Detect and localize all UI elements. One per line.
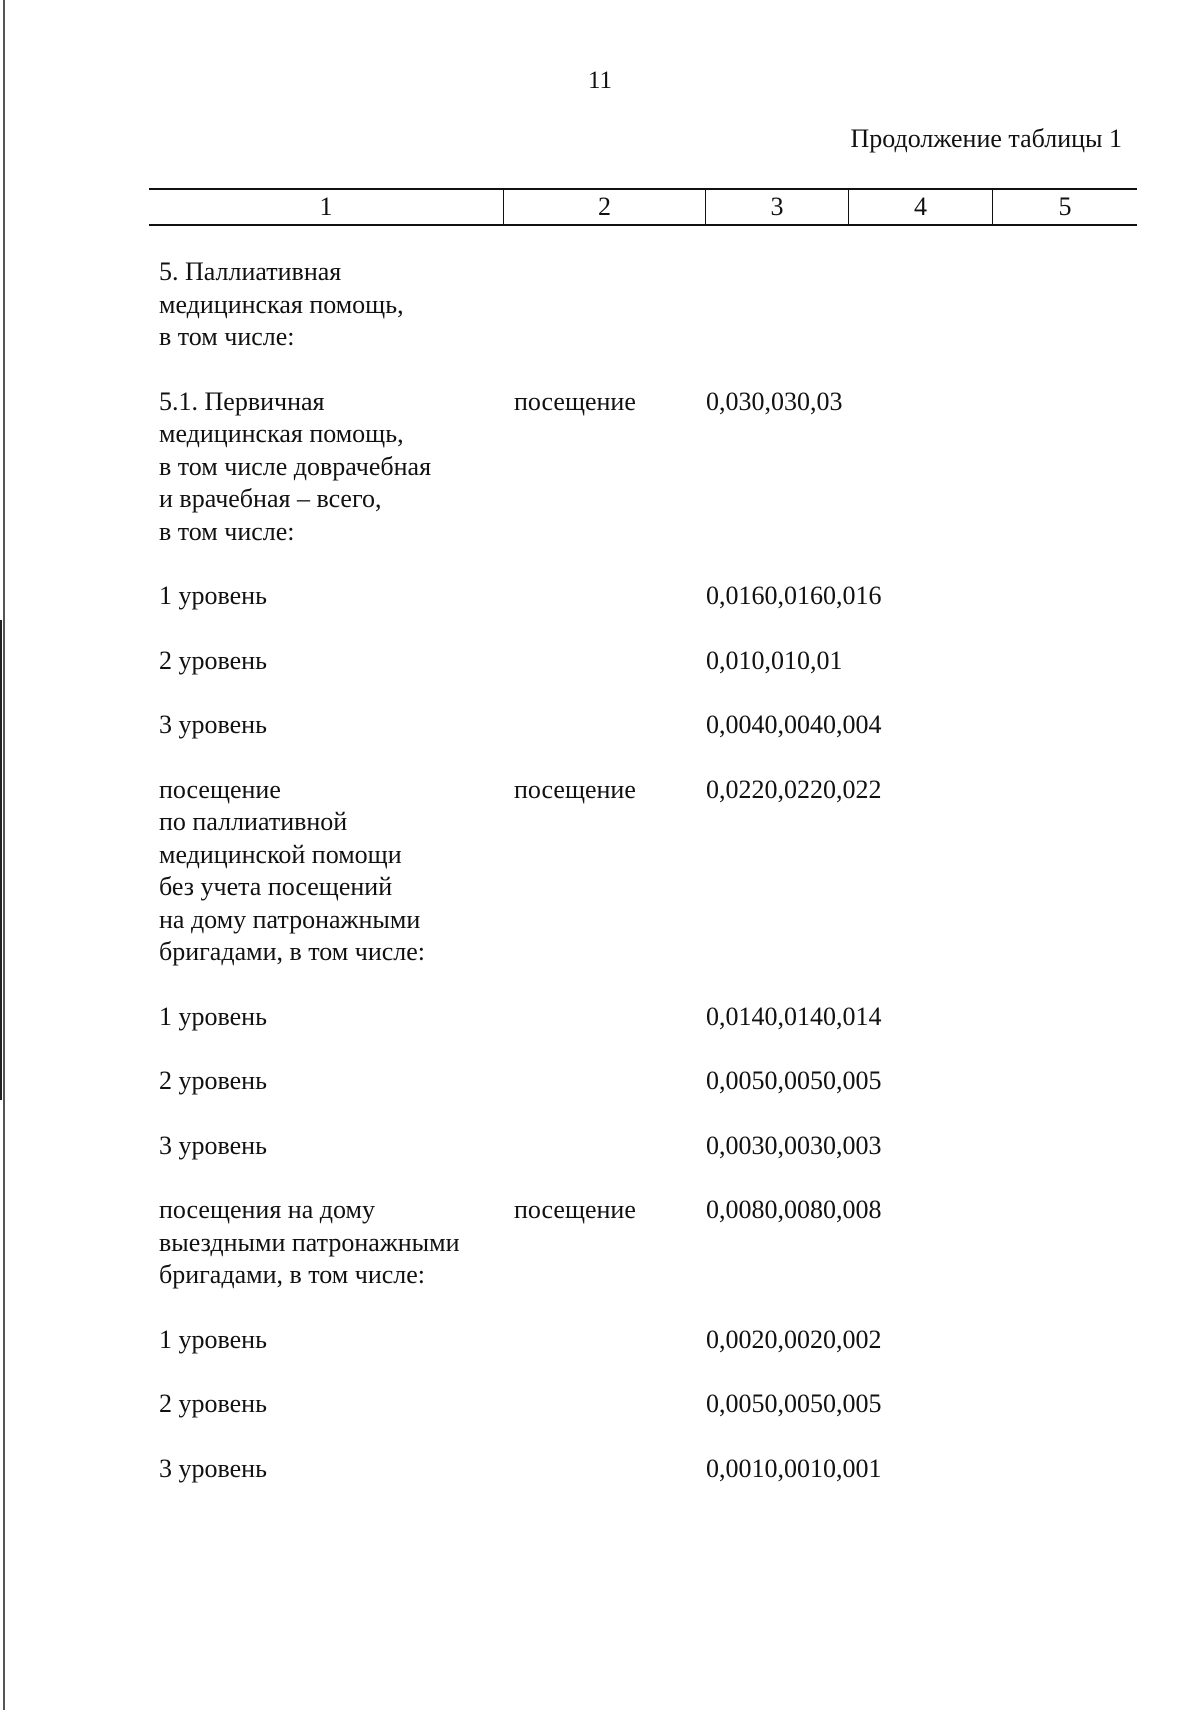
row-unit-cell: посещение [514,774,636,804]
row-label-cell: 2 уровень [159,1389,267,1418]
row-value-col5: 0,003 [823,1130,882,1160]
row-label-cell: 3 уровень [159,1453,267,1483]
table-row [149,645,1137,678]
page-number: 11 [587,67,613,94]
table-row [149,1001,1137,1034]
row-value-col3: 0,002 [706,1324,765,1354]
row-value-col3: 0,001 [706,1453,765,1483]
row-value-col4: 0,016 [764,581,823,610]
row-label-cell: посещение по паллиативной медицинской помощи без учета посещений на дому патронажными бригадами, в том числе: [159,774,426,966]
row-value-col5: 0,022 [823,774,882,804]
row-value-col4: 0,01 [751,645,797,675]
table-row [149,1194,1137,1292]
row-value-col4: 0,022 [764,774,823,804]
row-value-col3: 0,008 [706,1195,765,1224]
header-cell-1: 1 [149,190,504,224]
header-cell-2: 2 [504,190,706,224]
row-value-col3: 0,003 [706,1130,765,1160]
row-value-col5: 0,014 [823,1001,882,1031]
header-cell-3: 3 [706,190,849,224]
row-value-col4: 0,005 [764,1066,823,1095]
table-header-row [149,188,1137,226]
row-unit-cell: посещение [514,386,636,416]
row-label-cell: 5. Паллиативная медицинская помощь, в том числе: [159,257,404,351]
row-unit-cell: посещение [514,1195,636,1224]
row-unit-cell [504,1130,706,1163]
header-cell-5: 5 [1058,192,1072,221]
table-row [149,1130,1137,1163]
row-value-col3: 0,014 [706,1001,765,1031]
row-label-cell: 3 уровень [159,710,267,739]
row-value-col4: 0,004 [764,710,823,739]
scan-edge-line [3,0,5,1710]
table-row [149,1388,1137,1421]
table-continuation-label: Продолжение таблицы 1 [850,124,1122,153]
row-unit-cell [504,645,706,678]
row-value-col4: 0,001 [764,1453,823,1483]
row-label-cell: 1 уровень [159,581,267,610]
table-row [149,774,1137,969]
row-unit-cell [504,580,706,613]
row-value-col3: 0,005 [706,1066,765,1095]
row-value-col4: 0,005 [764,1389,823,1418]
row-value-col5: 0,005 [823,1389,882,1418]
row-unit-cell [504,1065,706,1098]
row-value-col5: 0,008 [823,1195,882,1224]
row-value-col5: 0,016 [823,581,882,610]
row-value-col4: 0,03 [751,386,797,416]
scan-edge-line [0,620,2,1100]
row-value-col3: 0,016 [706,581,765,610]
table-row [149,386,1137,549]
row-unit-cell [504,709,706,742]
table-row [149,1324,1137,1357]
table-row [149,580,1137,613]
row-value-col4: 0,003 [764,1130,823,1160]
row-value-col4: 0,008 [764,1195,823,1224]
table-body [149,226,1137,1485]
row-unit-cell [504,1001,706,1034]
table-row [149,1453,1137,1486]
row-label-cell: 1 уровень [159,1001,267,1031]
row-label-cell: 2 уровень [159,645,267,675]
row-unit-cell [504,256,706,354]
row-unit-cell [504,1453,706,1486]
row-value-col5: 0,002 [823,1324,882,1354]
header-cell-4: 4 [849,190,993,224]
row-value-col4: 0,014 [764,1001,823,1031]
row-value-col5: 0,004 [823,710,882,739]
row-value-col4: 0,002 [764,1324,823,1354]
row-value-col5: 0,005 [823,1066,882,1095]
row-unit-cell [504,1388,706,1421]
row-value-col5: 0,001 [823,1453,882,1483]
row-value-col5: 0,03 [797,386,843,416]
row-label-cell: 1 уровень [159,1324,267,1354]
row-value-col5: 0,01 [797,645,843,675]
row-value-col3: 0,03 [706,386,752,416]
table-row [149,256,1137,354]
row-label-cell: 3 уровень [159,1130,267,1160]
row-value-col3: 0,004 [706,710,765,739]
row-label-cell: 2 уровень [159,1066,267,1095]
row-value-col3: 0,005 [706,1389,765,1418]
row-value-col3: 0,01 [706,645,752,675]
table-row [149,709,1137,742]
row-value-col3: 0,022 [706,774,765,804]
row-label-cell: 5.1. Первичная медицинская помощь, в том числе доврачебная и врачебная – всего, в том числе: [159,386,432,546]
data-table [149,188,1137,1517]
row-label-cell: посещения на дому выездными патронажными бригадами, в том числе: [159,1195,460,1289]
table-row [149,1065,1137,1098]
row-unit-cell [504,1324,706,1357]
